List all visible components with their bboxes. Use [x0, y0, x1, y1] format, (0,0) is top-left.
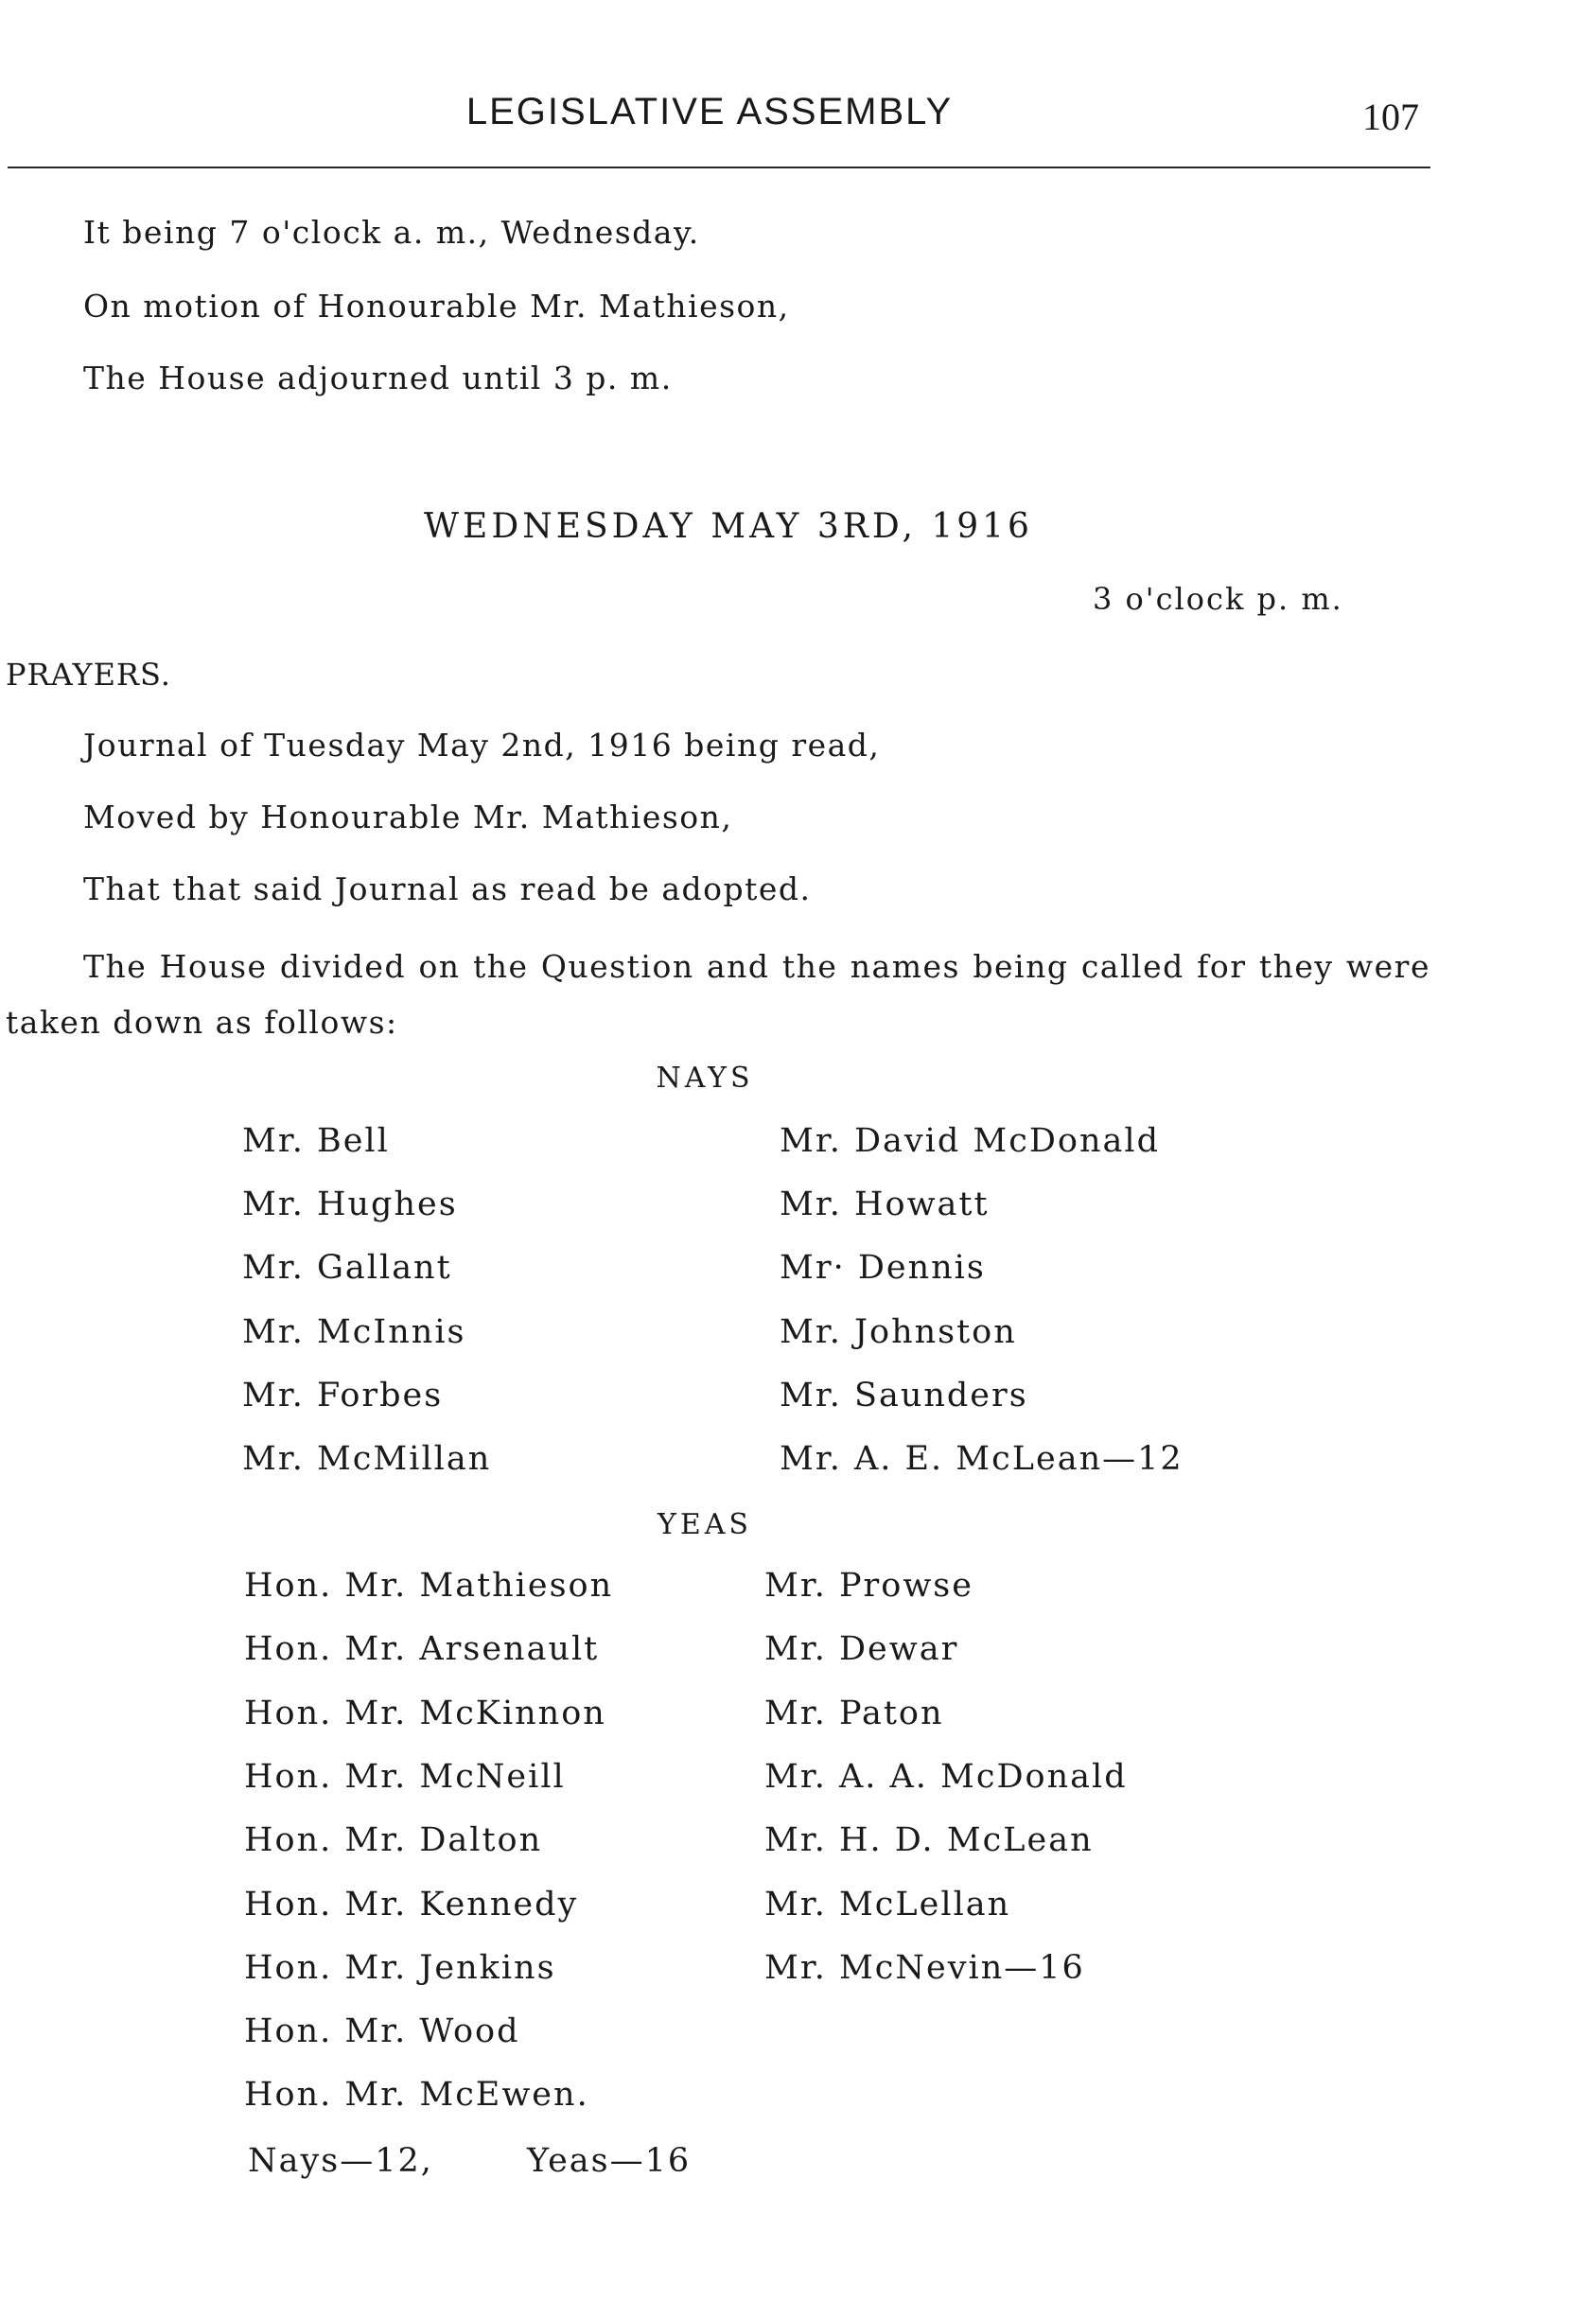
member-name: Mr. Saunders	[780, 1376, 1028, 1414]
member-name: Mr. Bell	[242, 1122, 390, 1160]
vote-tally	[248, 2142, 691, 2180]
nays-label: NAYS	[656, 1062, 754, 1095]
member-name: Mr. McLellan	[764, 1885, 1011, 1923]
member-name: Hon. Mr. Arsenault	[244, 1630, 600, 1669]
member-name: Hon. Mr. Jenkins	[244, 1948, 556, 1987]
sitting-time: 3 o'clock p. m.	[1093, 581, 1343, 617]
nays-tally: Nays—12,	[248, 2142, 433, 2180]
member-name: Hon. Mr. McNeill	[244, 1757, 566, 1796]
member-name: Mr. Gallant	[242, 1249, 452, 1288]
journal-paragraph: Journal of Tuesday May 2nd, 1916 being read,	[83, 727, 881, 764]
member-name: Mr. McMillan	[242, 1440, 492, 1478]
member-name: Hon. Mr. McEwen.	[244, 2076, 589, 2115]
opening-line: On motion of Honourable Mr. Mathieson,	[83, 288, 790, 325]
journal-paragraph: Moved by Honourable Mr. Mathieson,	[83, 799, 733, 835]
yeas-label: YEAS	[658, 1508, 752, 1541]
prayers-heading: PRAYERS.	[6, 657, 171, 693]
section-heading: WEDNESDAY MAY 3RD, 1916	[424, 507, 1033, 546]
yeas-tally: Yeas—16	[527, 2142, 692, 2180]
member-name: Mr. Forbes	[242, 1376, 444, 1414]
member-name: Mr. David McDonald	[780, 1122, 1160, 1160]
member-name: Mr. Hughes	[242, 1186, 458, 1224]
member-name: Hon. Mr. Mathieson	[244, 1567, 614, 1605]
member-name: Hon. Mr. McKinnon	[244, 1694, 606, 1732]
member-name: Mr· Dennis	[780, 1249, 986, 1288]
division-paragraph: The House divided on the Question and the names being called for they were taken down as follows:	[6, 948, 1430, 1041]
member-name: Mr. A. A. McDonald	[764, 1757, 1128, 1796]
member-name: Mr. A. E. McLean—12	[780, 1440, 1184, 1478]
member-name: Hon. Mr. Wood	[244, 2012, 520, 2051]
journal-paragraph: That that said Journal as read be adopted.	[83, 870, 812, 907]
opening-line: The House adjourned until 3 p. m.	[83, 360, 673, 396]
member-name: Mr. Paton	[764, 1694, 944, 1732]
header-rule	[8, 167, 1430, 168]
member-name: Mr. Howatt	[780, 1186, 990, 1224]
running-header-title: LEGISLATIVE ASSEMBLY	[465, 91, 954, 132]
opening-line: It being 7 o'clock a. m., Wednesday.	[83, 214, 700, 251]
member-name: Mr. McNevin—16	[764, 1948, 1085, 1987]
member-name: Mr. H. D. McLean	[764, 1821, 1094, 1860]
member-name: Mr. Prowse	[764, 1567, 973, 1605]
member-name: Hon. Mr. Dalton	[244, 1821, 543, 1860]
page-number: 107	[1362, 96, 1419, 138]
member-name: Mr. Johnston	[780, 1312, 1017, 1351]
member-name: Mr. Dewar	[764, 1630, 959, 1669]
member-name: Hon. Mr. Kennedy	[244, 1885, 579, 1923]
member-name: Mr. McInnis	[242, 1312, 466, 1351]
